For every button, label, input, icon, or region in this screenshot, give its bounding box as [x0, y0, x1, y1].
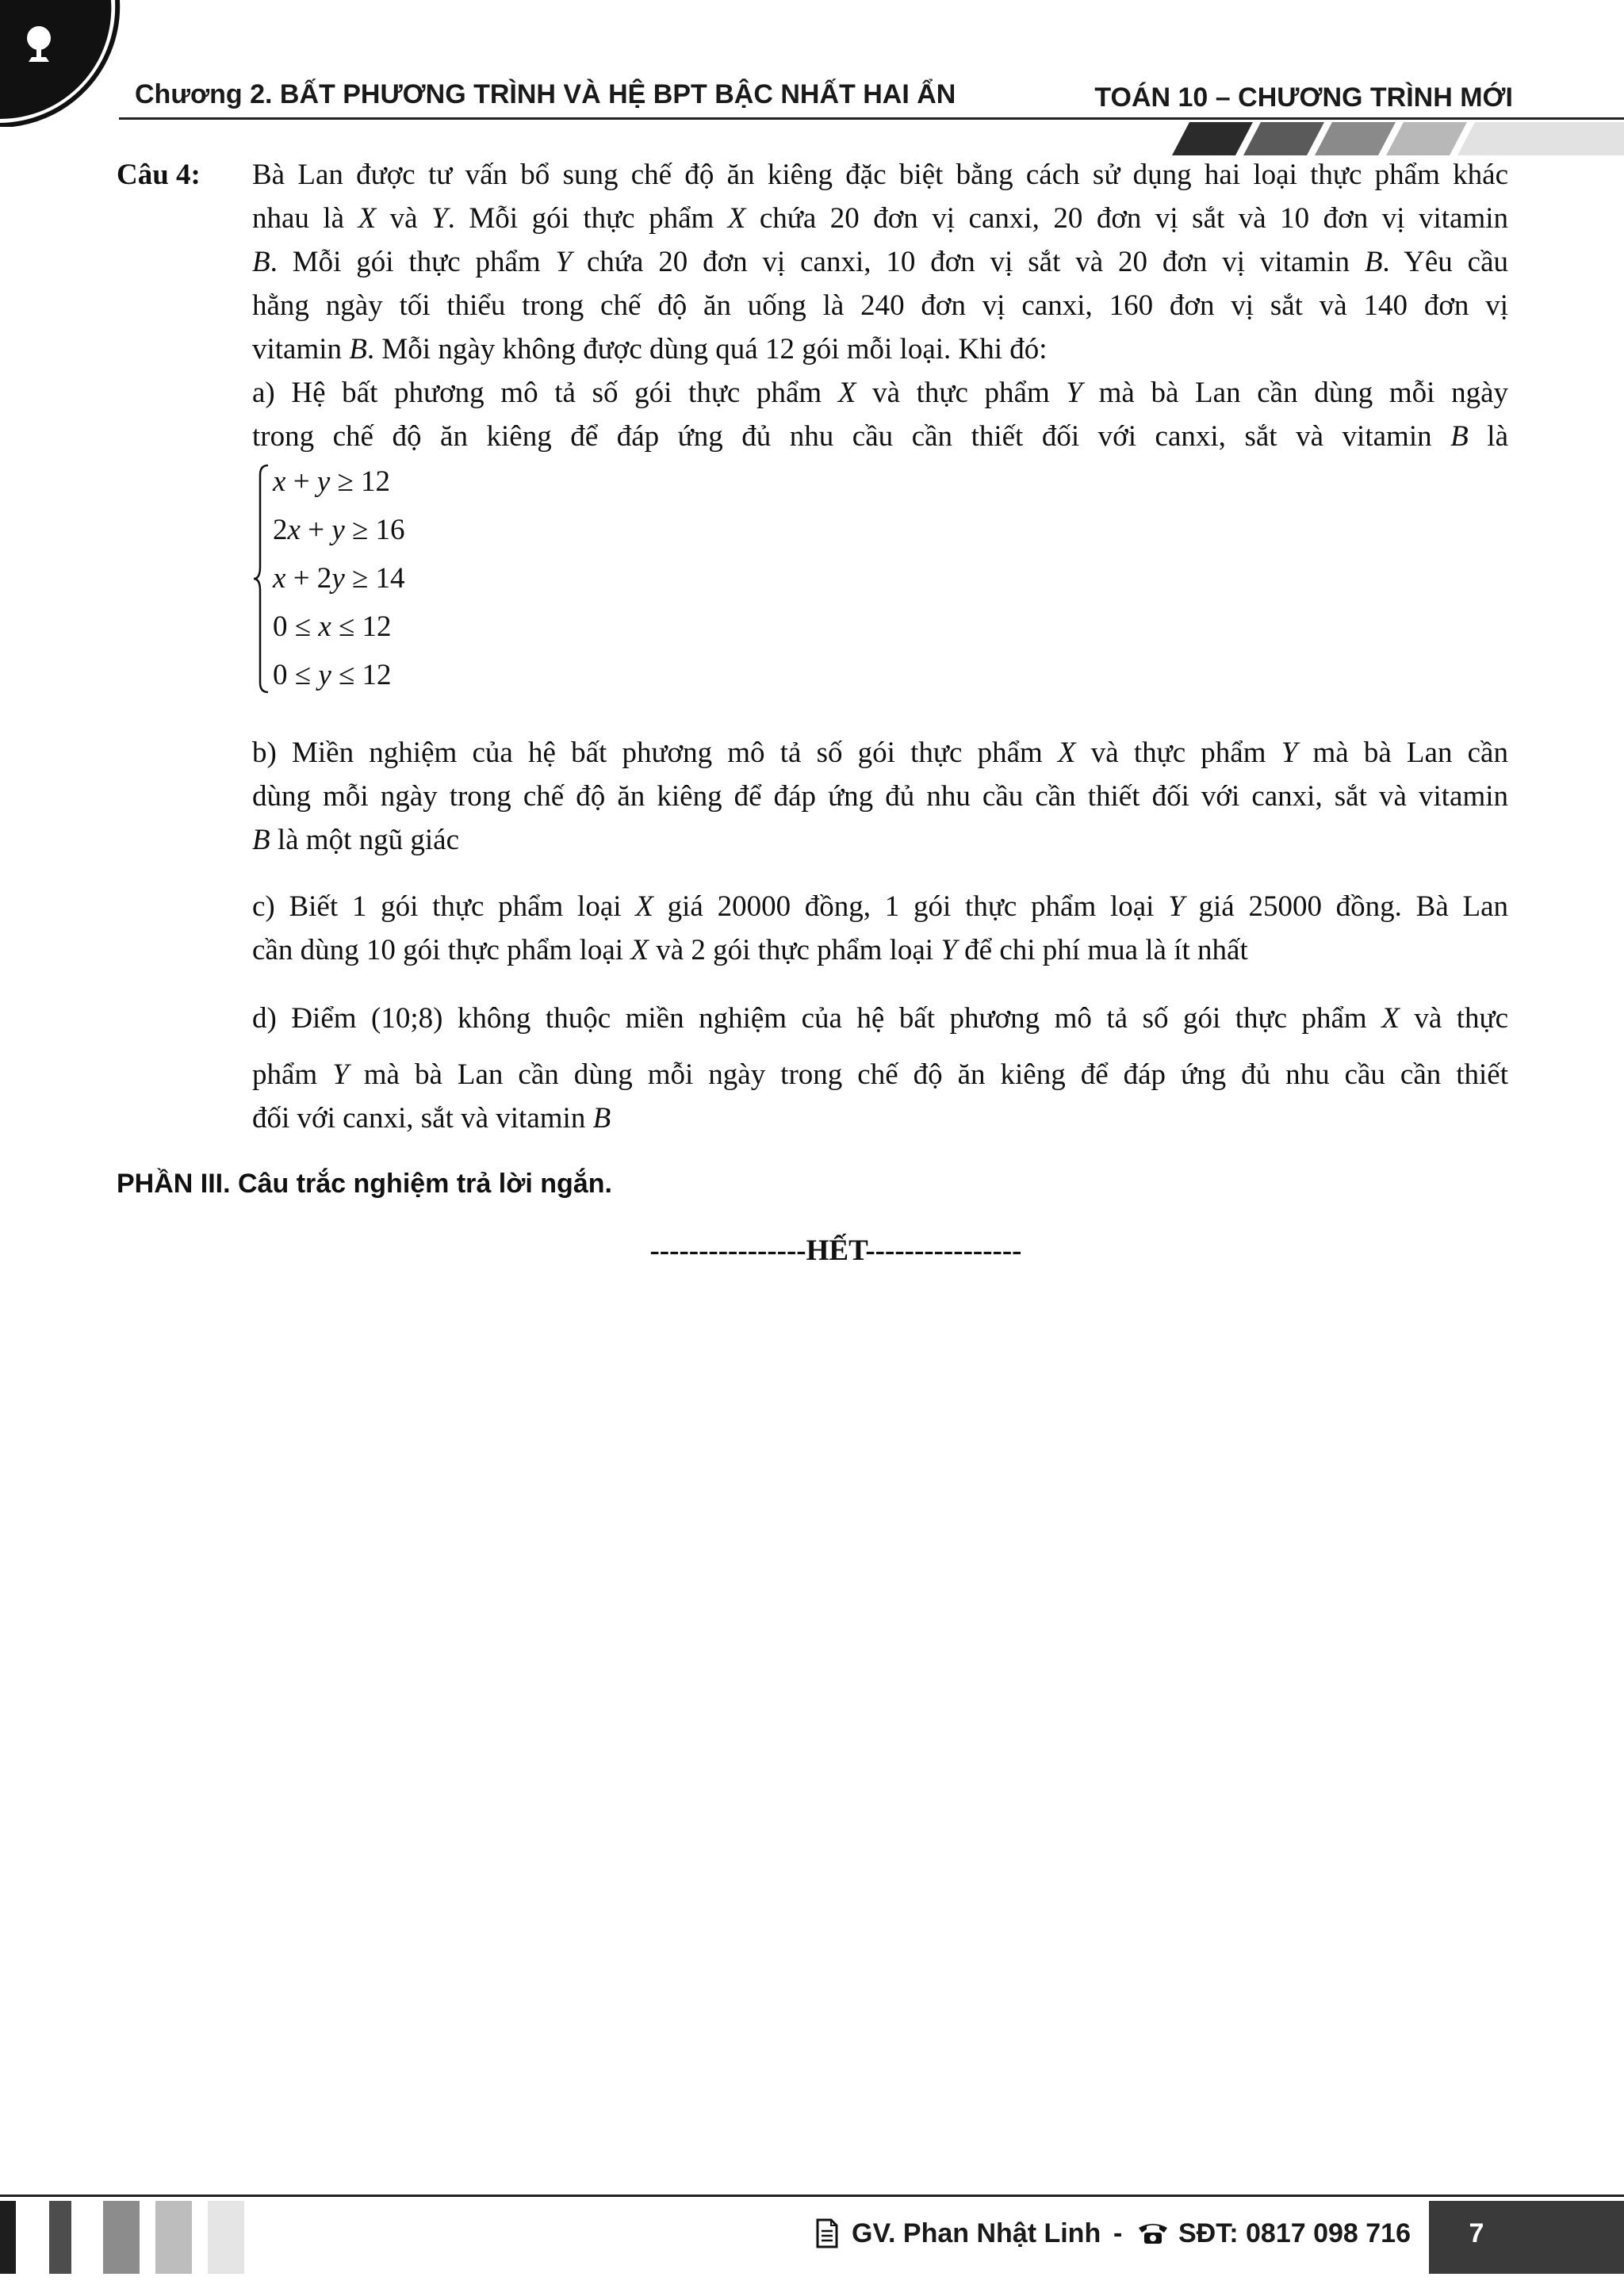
- logo-corner: [0, 0, 127, 127]
- end-mark: ----------------HẾT----------------: [649, 1234, 1022, 1267]
- footer-stripe: [49, 2201, 71, 2274]
- part-a-line: trong chế độ ăn kiêng để đáp ứng đủ nhu cầu cần thiết đối với canxi, sắt và vitamin B là: [252, 420, 1508, 453]
- question-label: Câu 4:: [117, 159, 201, 191]
- part-c-line: c) Biết 1 gói thực phẩm loại X giá 20000 đồng, 1 gói thực phẩm loại Y giá 25000 đồng. Bà Lan: [252, 890, 1509, 923]
- question-line: nhau là X và Y. Mỗi gói thực phẩm X chứa 20 đơn vị canxi, 20 đơn vị sắt và 10 đơn vị vitamin: [252, 202, 1509, 235]
- header-chapter-title: Chương 2. BẤT PHƯƠNG TRÌNH VÀ HỆ BPT BẬC NHẤT HAI ẨN: [135, 79, 956, 109]
- header-program-title: TOÁN 10 – CHƯƠNG TRÌNH MỚI: [1094, 82, 1513, 113]
- part-d-line: d) Điểm (10;8) không thuộc miền nghiệm của hệ bất phương mô tả số gói thực phẩm X và thực: [252, 1002, 1508, 1035]
- part-b-line: B là một ngũ giác: [252, 824, 459, 856]
- footer-author: GV. Phan Nhật Linh: [852, 2218, 1101, 2248]
- question-line: vitamin B. Mỗi ngày không được dùng quá 12 gói mỗi loại. Khi đó:: [252, 333, 1048, 365]
- document-icon: [815, 2218, 839, 2248]
- part-b-line: dùng mỗi ngày trong chế độ ăn kiêng để đáp ứng đủ nhu cầu cần thiết đối với canxi, sắt và vitamin: [252, 780, 1508, 813]
- system-inequality: x + 2y ≥ 14: [273, 562, 405, 595]
- footer-separator: -: [1113, 2218, 1123, 2248]
- question-line: B. Mỗi gói thực phẩm Y chứa 20 đơn vị canxi, 10 đơn vị sắt và 20 đơn vị vitamin B. Yêu cầu: [252, 246, 1508, 278]
- tree-logo-icon: [22, 25, 56, 67]
- part-b-line: b) Miền nghiệm của hệ bất phương mô tả số gói thực phẩm X và thực phẩm Y mà bà Lan cần: [252, 737, 1508, 769]
- page-number: 7: [1469, 2218, 1484, 2248]
- footer-divider: [0, 2195, 1624, 2197]
- part-d-line: phẩm Y mà bà Lan cần dùng mỗi ngày trong chế độ ăn kiêng để đáp ứng đủ nhu cầu cần thiết: [252, 1058, 1508, 1091]
- part-a-line: a) Hệ bất phương mô tả số gói thực phẩm X và thực phẩm Y mà bà Lan cần dùng mỗi ngày: [252, 377, 1508, 409]
- question-line: [252, 153, 1508, 197]
- part-d-line: đối với canxi, sắt và vitamin B: [252, 1102, 611, 1135]
- logo-corner-shape: [0, 0, 127, 127]
- question-line-text: Bà Lan được tư vấn bổ sung chế độ ăn kiêng đặc biệt bằng cách sử dụng hai loại thực phẩm khác: [252, 159, 1508, 191]
- system-brace: [252, 464, 271, 694]
- system-inequality: x + y ≥ 12: [273, 465, 391, 498]
- question-line: hằng ngày tối thiểu trong chế độ ăn uống là 240 đơn vị canxi, 160 đơn vị sắt và 140 đơn vị: [252, 289, 1508, 322]
- footer-stripe: [155, 2201, 192, 2274]
- footer-stripe: [103, 2201, 140, 2274]
- system-inequality: 2x + y ≥ 16: [273, 514, 405, 546]
- footer-stripe: [0, 2201, 16, 2274]
- part-c-line: cần dùng 10 gói thực phẩm loại X và 2 gói thực phẩm loại Y để chi phí mua là ít nhất: [252, 934, 1248, 966]
- phone-icon: [1137, 2220, 1169, 2245]
- footer-phone: SĐT: 0817 098 716: [1178, 2218, 1411, 2248]
- section-heading: PHẦN III. Câu trắc nghiệm trả lời ngắn.: [117, 1169, 612, 1199]
- header-divider: [119, 117, 1624, 120]
- footer-stripe: [208, 2201, 244, 2274]
- system-inequality: 0 ≤ y ≤ 12: [273, 659, 392, 691]
- system-inequality: 0 ≤ x ≤ 12: [273, 610, 392, 643]
